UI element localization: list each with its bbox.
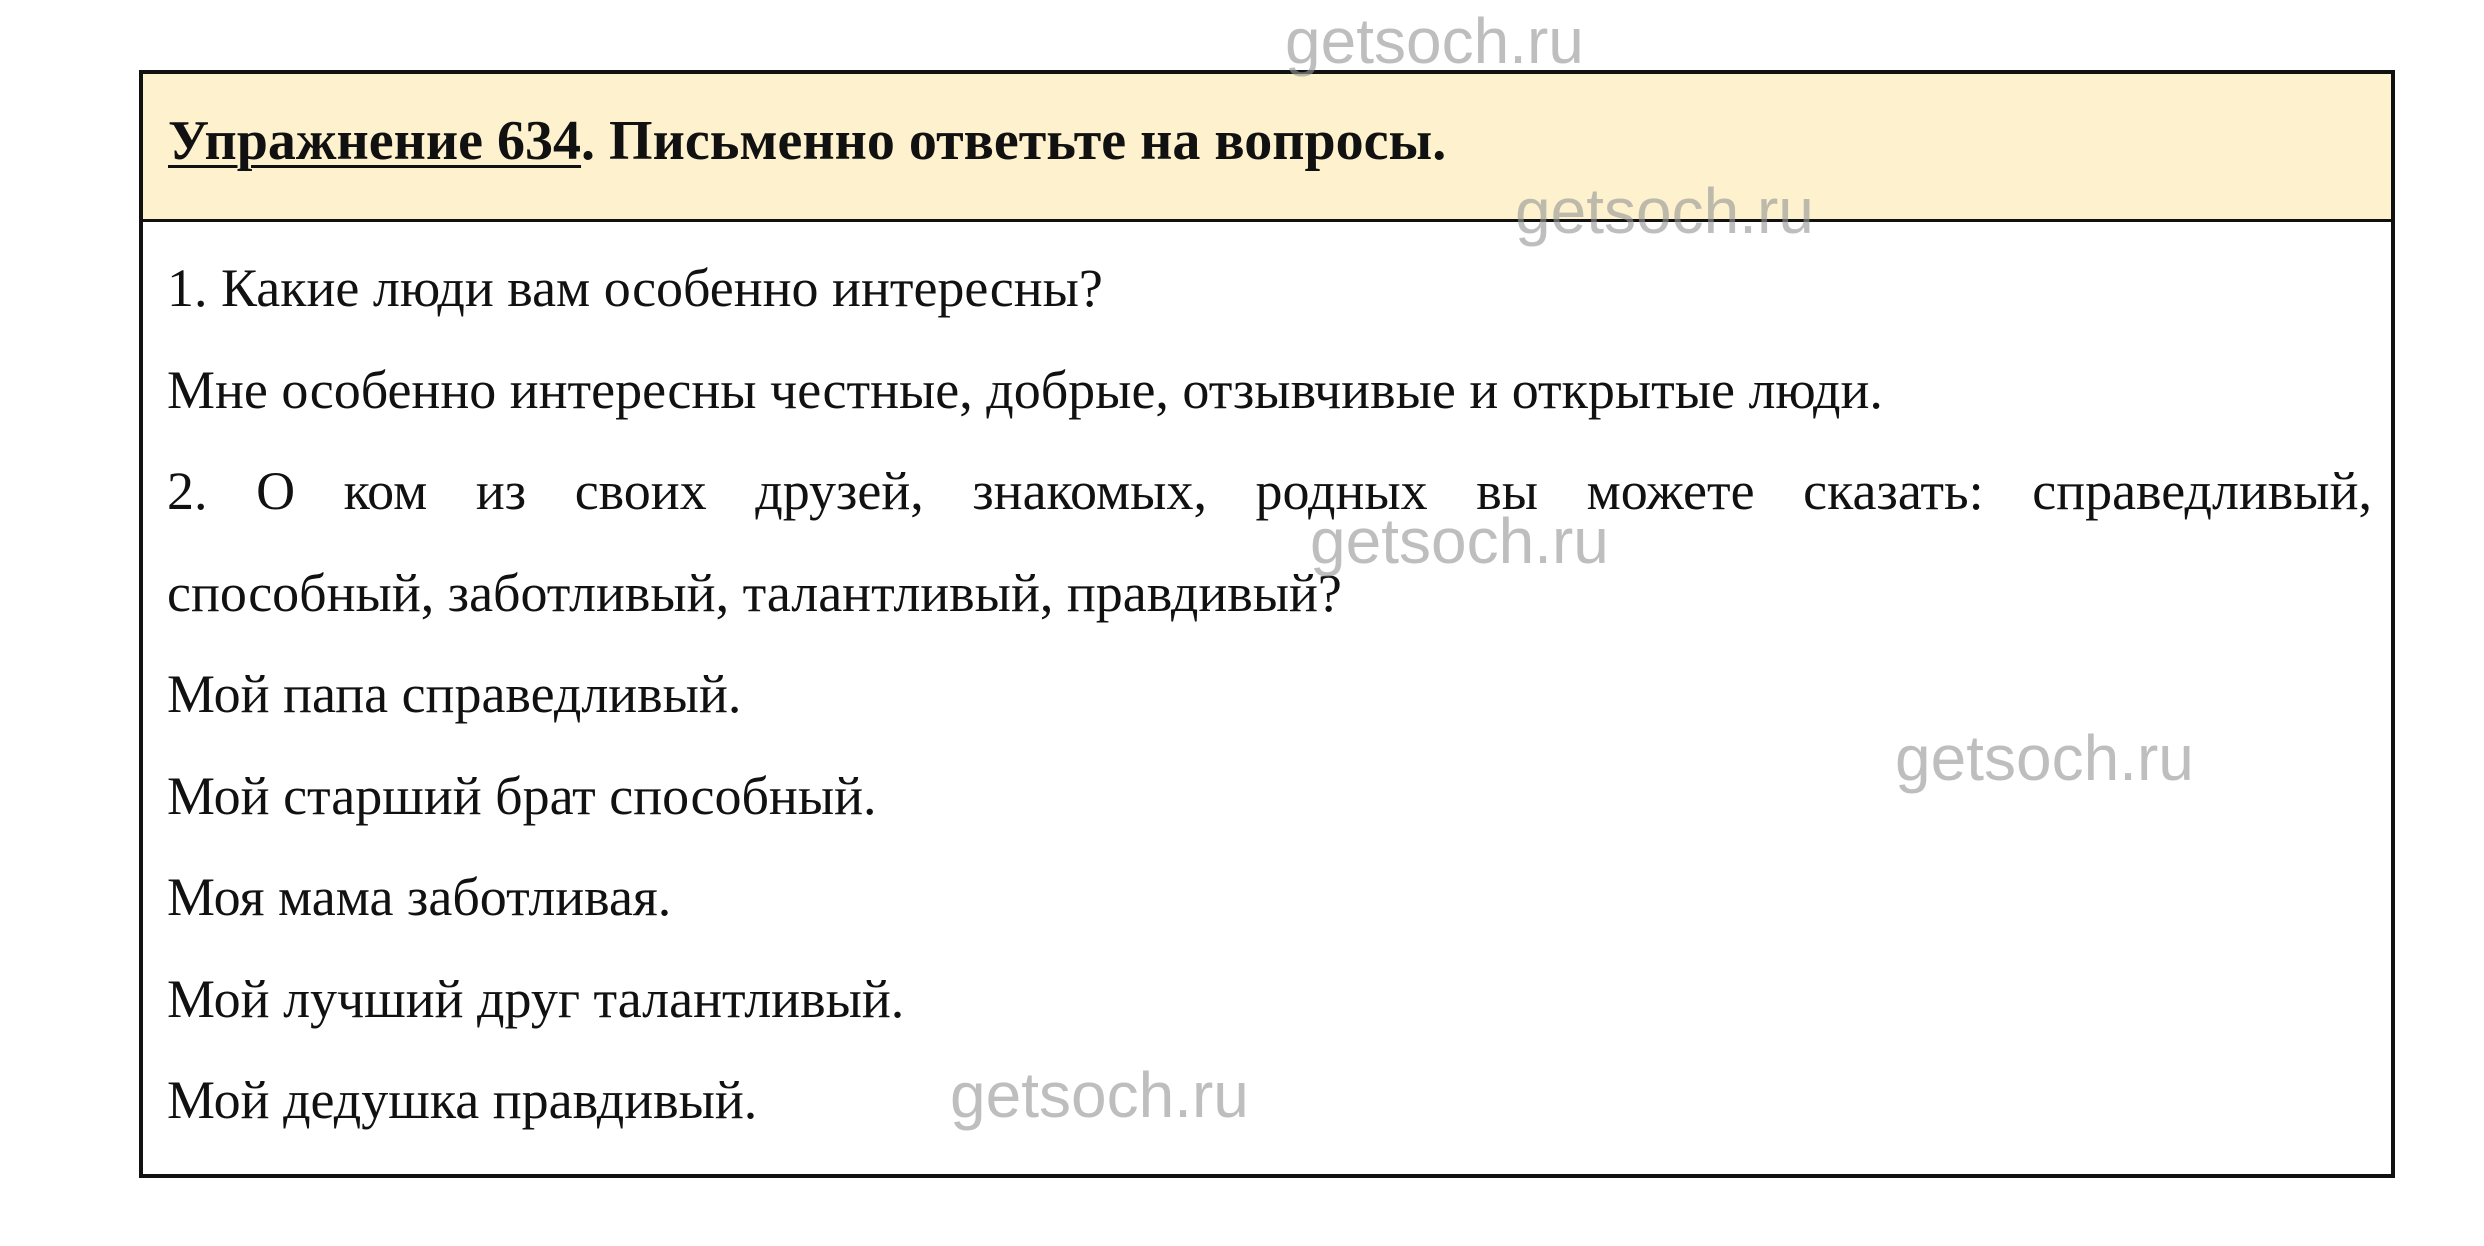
answer-2-grandpa: Мой дедушка правдивый. [167, 1070, 758, 1130]
watermark-top: getsoch.ru [1285, 5, 1584, 77]
exercise-number: Упражнение 634 [168, 110, 582, 172]
answer-2-friend: Мой лучший друг талантливый. [167, 969, 905, 1029]
exercise-header [143, 74, 2391, 222]
question-2-line-1: 2. О ком из своих друзей, знакомых, родных вы можете сказать: справедливый, [167, 461, 2372, 521]
watermark-right: getsoch.ru [1895, 722, 2194, 794]
answer-2-mama: Моя мама заботливая. [167, 867, 672, 927]
question-2-line-2: способный, заботливый, талантливый, правдивый? [167, 563, 1342, 623]
answer-1: Мне особенно интересны честные, добрые, отзывчивые и открытые люди. [167, 360, 1883, 420]
question-1: 1. Какие люди вам особенно интересны? [167, 258, 1103, 318]
answer-2-brother: Мой старший брат способный. [167, 766, 877, 826]
exercise-title [168, 108, 1446, 174]
exercise-box [139, 70, 2395, 1178]
watermark-middle: getsoch.ru [1310, 505, 1609, 577]
exercise-instruction: . Письменно ответьте на вопросы. [581, 110, 1447, 172]
watermark-header: getsoch.ru [1515, 175, 1814, 247]
answer-2-papa: Мой папа справедливый. [167, 664, 742, 724]
watermark-bottom: getsoch.ru [950, 1059, 1249, 1131]
